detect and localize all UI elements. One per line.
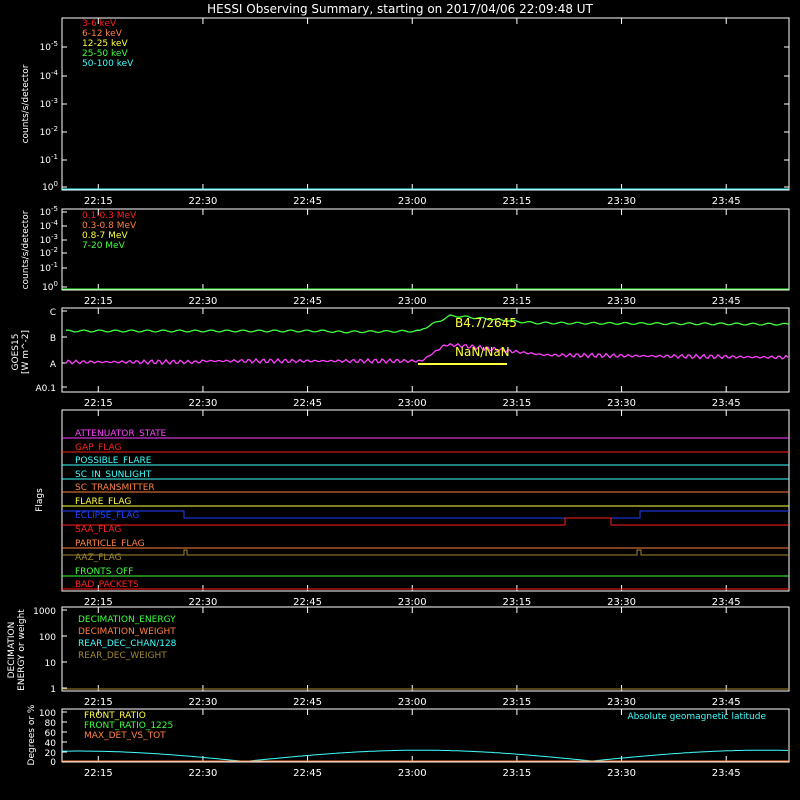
high-energy-ytick-label: $10^{-1}$ [39,261,58,274]
high-energy-legend-item: 0.1-0.3 MeV [82,211,137,221]
goes-panel-xtick-label: 23:00 [397,398,427,409]
flags-panel-xtick-label: 22:15 [83,597,113,608]
high-energy-ytick-label: $10^{-3}$ [39,233,58,246]
ratios-ytick-label: 100 [38,709,56,719]
flags-legend-item: ECLIPSE_FLAG [75,511,140,521]
decimation-panel-xtick-label: 23:30 [607,697,636,708]
decimation-panel-xtick-label: 23:00 [397,697,427,708]
low-energy-panel-frame [62,18,789,190]
ratios-legend-item: FRONT_RATIO_1225 [84,721,174,731]
low-energy-panel-xtick-label: 23:30 [607,196,636,207]
high-energy-panel-xtick-label: 23:45 [711,296,741,307]
flags-panel-xtick-label: 22:30 [188,597,218,608]
goes-panel-xtick-label: 22:45 [293,398,323,409]
high-energy-legend-item: 0.3-0.8 MeV [82,221,137,231]
goes-panel-xtick-label: 23:15 [502,398,532,409]
goes-annotation-nan: NaN/NaN [455,345,510,359]
flags-series-line [62,511,789,518]
ratios-panel-xtick-label: 23:15 [502,768,532,779]
flags-panel-frame [62,410,789,591]
goes-panel-xtick-label: 23:45 [711,398,741,409]
flags-legend-item: FLARE_FLAG [75,497,132,507]
goes-panel-xtick-label: 22:15 [83,398,113,409]
decimation-legend-item: REAR_DEC_CHAN/128 [78,639,177,649]
low-energy-legend-item: 6-12 keV [82,29,122,39]
goes-panel-xtick-label: 22:30 [188,398,218,409]
flags-legend-item: PARTICLE_FLAG [75,539,145,549]
high-energy-panel-xtick-label: 23:15 [502,296,532,307]
decimation-panel-xtick-label: 22:30 [188,697,218,708]
high-energy-panel-xtick-label: 22:30 [188,296,218,307]
goes-ytick-label: A0.1 [35,384,56,394]
decimation-ytick-label: 1 [50,685,56,695]
ratios-panel-xtick-label: 23:45 [711,768,741,779]
goes-long-series [66,315,789,333]
ratios-ytick-label: 40 [44,739,56,749]
ratios-ytick-label: 0 [50,758,56,768]
decimation-ylabel-units: ENERGY or weight [17,609,27,691]
low-energy-panel-xtick-label: 22:30 [188,196,218,207]
flags-ylabel: Flags [35,488,45,512]
flags-panel-xtick-label: 23:30 [607,597,636,608]
ratios-panel-xtick-label: 23:00 [397,768,427,779]
high-energy-ylabel: counts/s/detector [21,210,31,290]
flags-series-line [62,550,789,555]
goes-annotation-peak: B4.7/2645 [455,316,517,330]
ratios-ylabel: Degrees or % [27,704,37,766]
flags-series-line [62,518,789,525]
goes-ytick-label: B [49,334,56,344]
goes-ylabel: GOES15 [11,333,21,371]
flags-panel-xtick-label: 23:45 [711,597,741,608]
high-energy-ytick-label: $10^{-2}$ [39,246,58,259]
ratios-ytick-label: 20 [44,749,56,759]
low-energy-ytick-label: $10^{-4}$ [39,69,58,82]
high-energy-panel-xtick-label: 23:30 [607,296,636,307]
goes-ytick-label: A [49,360,56,370]
ratios-panel-xtick-label: 22:15 [83,768,113,779]
low-energy-panel-xtick-label: 23:00 [397,196,427,207]
decimation-panel-xtick-label: 23:15 [502,697,532,708]
high-energy-panel-xtick-label: 23:00 [397,296,427,307]
decimation-legend-item: DECIMATION_ENERGY [78,615,176,625]
high-energy-panel-xtick-label: 22:15 [83,296,113,307]
high-energy-legend-item: 0.8-7 MeV [82,231,128,241]
ratios-ytick-label: 60 [44,729,56,739]
ratios-legend-item: MAX_DET_VS_TOT [84,731,166,741]
goes-ytick-label: C [49,308,56,318]
ratios-panel-xtick-label: 23:30 [607,768,636,779]
flags-legend-item: SC_IN_SUNLIGHT [75,470,152,480]
ratios-panel-xtick-label: 22:45 [293,768,323,779]
low-energy-panel-xtick-label: 23:45 [711,196,741,207]
flags-panel-xtick-label: 22:45 [293,597,323,608]
goes-panel-xtick-label: 23:30 [607,398,636,409]
goes-ylabel-units: [W m^-2] [21,329,31,375]
decimation-ytick-label: 10 [44,659,56,669]
low-energy-legend-item: 12-25 keV [82,39,128,49]
high-energy-panel-frame [62,209,789,290]
ratios-annotation: Absolute geomagnetic latitude [627,712,766,722]
low-energy-ytick-label: $10^{-3}$ [39,97,58,110]
high-energy-panel-xtick-label: 22:45 [293,296,323,307]
chart-title: HESSI Observing Summary, starting on 2017/04/06 22:09:48 UT [207,2,593,16]
low-energy-ytick-label: $10^{-2}$ [39,125,58,138]
low-energy-panel-xtick-label: 22:15 [83,196,113,207]
decimation-ytick-label: 1000 [33,607,56,617]
flags-legend-item: BAD_PACKETS [75,580,139,590]
flags-legend-item: FRONTS_OFF [75,567,134,577]
high-energy-ytick-label: $10^{-4}$ [39,219,58,232]
decimation-panel-xtick-label: 22:45 [293,697,323,708]
low-energy-ytick-label: $10^{-5}$ [39,40,58,53]
ratios-panel-xtick-label: 22:30 [188,768,218,779]
geomagnetic-latitude-series [62,750,788,761]
flags-panel-xtick-label: 23:00 [397,597,427,608]
low-energy-panel-xtick-label: 22:45 [293,196,323,207]
flags-legend-item: SAA_FLAG [75,525,122,535]
ratios-ytick-label: 80 [44,719,56,729]
decimation-legend-item: DECIMATION_WEIGHT [78,627,176,637]
decimation-ytick-label: 100 [38,633,56,643]
low-energy-panel-xtick-label: 23:15 [502,196,532,207]
decimation-ylabel: DECIMATION [7,621,17,679]
decimation-panel-xtick-label: 23:45 [711,697,741,708]
low-energy-ytick-label: $10^0$ [42,180,58,193]
ratios-legend-item: FRONT_RATIO [84,711,146,721]
flags-panel-xtick-label: 23:15 [502,597,532,608]
low-energy-ytick-label: $10^{-1}$ [39,153,58,166]
goes-panel-frame [62,308,789,392]
high-energy-ytick-label: $10^{-5}$ [39,205,58,218]
decimation-panel-xtick-label: 22:15 [83,697,113,708]
flags-legend-item: AAZ_FLAG [75,553,122,563]
goes-short-series [66,344,788,364]
high-energy-ytick-label: $10^0$ [42,280,58,293]
high-energy-legend-item: 7-20 MeV [82,241,125,251]
low-energy-legend-item: 3-6 keV [82,19,117,29]
low-energy-ylabel: counts/s/detector [21,64,31,144]
decimation-legend-item: REAR_DEC_WEIGHT [78,651,167,661]
low-energy-legend-item: 25-50 keV [82,49,128,59]
low-energy-legend-item: 50-100 keV [82,59,134,69]
flags-legend-item: GAP_FLAG [75,443,122,453]
flags-legend-item: SC_TRANSMITTER [75,483,155,493]
flags-legend-item: ATTENUATOR_STATE [75,429,167,439]
flags-legend-item: POSSIBLE_FLARE [75,456,152,466]
